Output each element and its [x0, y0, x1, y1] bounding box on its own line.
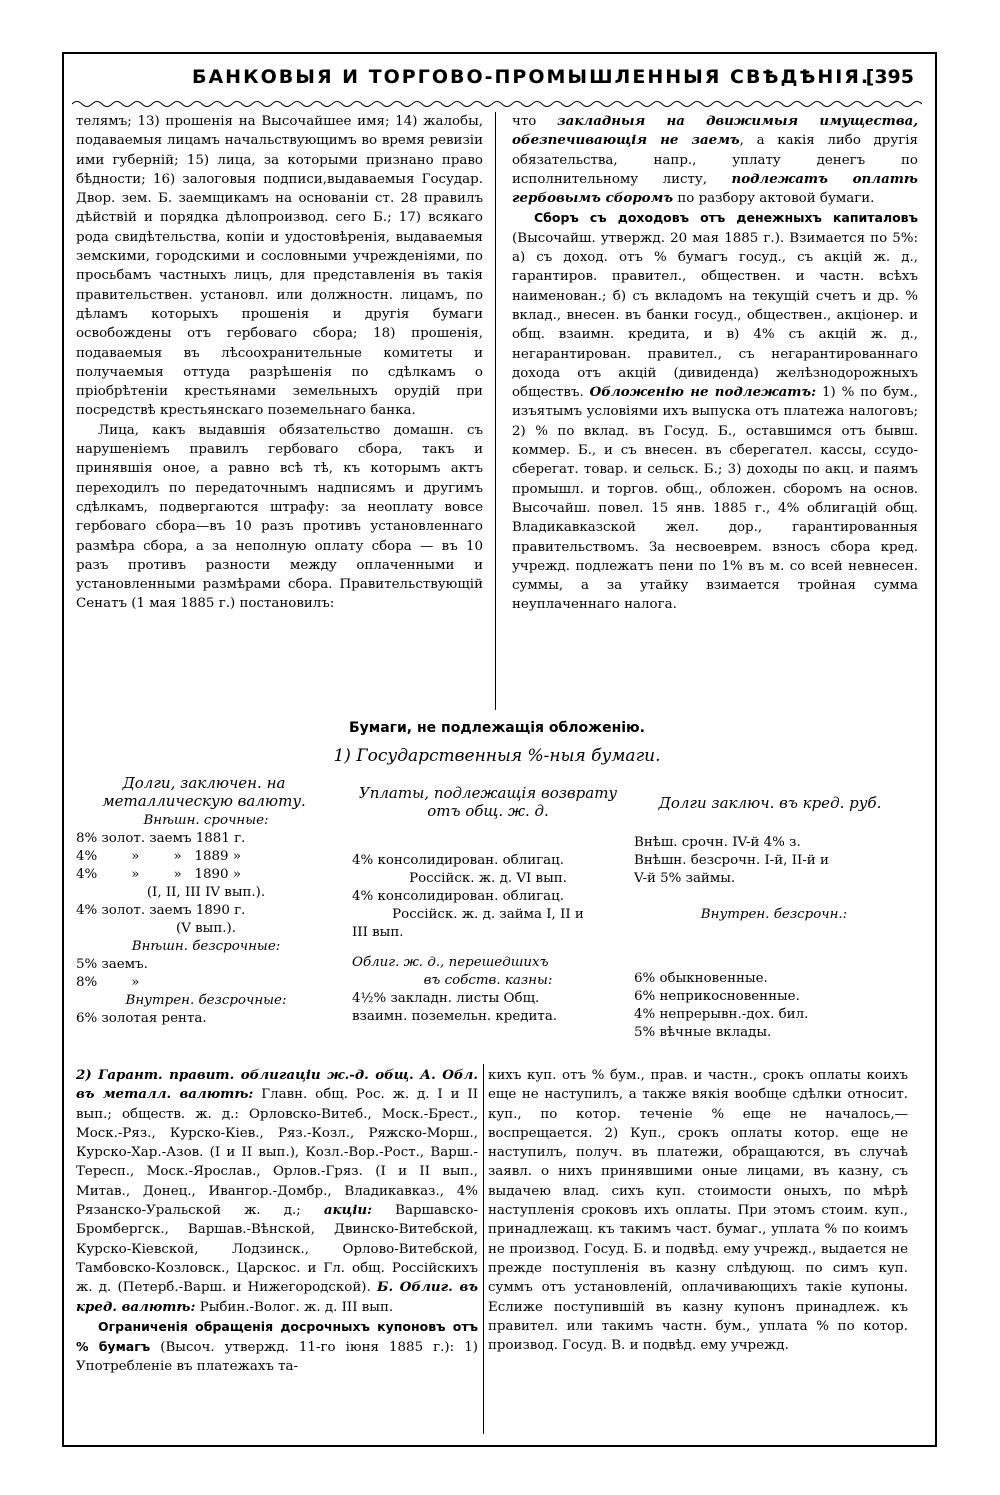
- table-header-col1: Долги, заключен. на металлическую валюту.: [102, 774, 306, 810]
- paragraph: Лица, какъ выдавшія обязательство домашн. съ нарушеніемъ правилъ гербоваго сбора, такъ и принявшія оное, а равно всѣ тѣ, къ которымъ актъ переходилъ по передаточнымъ надписямъ и другимъ сдѣлкамъ, подвергаются штрафу: за неоплату вовсе гербоваго сбора—въ 10 разъ противъ установленнаго размѣра сбора, а за неполную оплату сбора — въ 10 разъ противъ разности между оплаченными и установленными размѣрами сбора. Правительствующій Сенатъ (1 мая 1885 г.) постановилъ:: [76, 422, 483, 612]
- table-cell: III вып.: [352, 925, 404, 940]
- table-cell: Россійск. ж. д. займа I, II и: [392, 907, 584, 922]
- section-title: Бумаги, не подлежащія обложенію.: [348, 720, 645, 736]
- table-cell: 4% золот. заемъ 1890 г.: [76, 903, 246, 918]
- table-cell: Внутрен. безсрочн.:: [700, 907, 848, 922]
- table-cell: Внѣшн. срочные:: [143, 813, 269, 828]
- table-cell: Россійск. ж. д. VI вып.: [409, 871, 567, 886]
- table-cell: V-й 5% займы.: [634, 871, 736, 886]
- page-number: [395: [865, 66, 914, 88]
- paragraph: Ограниченія обращенія досрочныхъ купоновъ отъ % бумагъ (Высоч. утвержд. 11-го іюня 1885 г.): 1) Употребленіе въ платежахъ та-: [76, 1318, 478, 1375]
- table-header-col3: Долги заключ. въ кред. руб.: [658, 794, 882, 812]
- table-cell: 4½% закладн. листы Общ.: [352, 991, 540, 1006]
- table-cell: (I, II, III IV вып.).: [146, 885, 266, 900]
- table-cell: Внѣшн. безсрочн. I-й, II-й и: [634, 853, 829, 868]
- table-cell: 6% золотая рента.: [76, 1011, 207, 1026]
- table-col2: [352, 852, 624, 1026]
- column-divider-top: [495, 112, 496, 710]
- table-cell: 4% » » 1889 »: [76, 849, 242, 864]
- table-col1: [76, 812, 336, 1028]
- table-cell: 5% вѣчные вклады.: [634, 1025, 772, 1040]
- table-cell: (V вып.).: [175, 921, 236, 936]
- paragraph: что закладныя на движимыя имущества, обезпечивающія не заемъ, а какія либо другія обязательства, напр., уплату денегъ по исполнительному листу, подлежатъ оплатѣ гербовымъ сборомъ по разбору актовой бумаги.: [512, 113, 919, 207]
- table-cell: 4% консолидирован. облигац.: [352, 853, 565, 868]
- running-header: [72, 62, 932, 96]
- section-subtitle: 1) Государственныя %-ныя бумаги.: [333, 746, 661, 766]
- paragraph: 2) Гарант. правит. облигаціи ж.-д. общ. А. Обл. въ металл. валютѣ: Главн. общ. Рос. ж. д. I и II вып.; обществ. ж. д.: Орловско-Витеб., Моск.-Брест., Моск.-Ряз., Курско-Кіев., Ряз.-Козл., Ряжско-Морш., Курско-Хар.-Азов. (I и II вып.), Козл.-Вор.-Рост., Варш.-Тересп., Моск.-Ярослав., Орлов.-Гряз. (I и II вып., Митав., Донец., Ивангор.-Домбр., Владикавказ., 4% Рязанско-Уральской ж. д.; акціи: Варшавско-Бромбергск., Варшав.-Вѣнской, Двинско-Витебской, Курско-Кіевской, Лодзинск., Орлово-Витебской, Тамбовско-Козловск., Царскос. и Гл. общ. Россійскихъ ж. д. (Петерб.-Варш. и Нижегородской). Б. Облиг. въ кред. валютѣ: Рыбин.-Волог. ж. д. III вып.: [76, 1067, 478, 1315]
- table-cell: въ собств. казны:: [423, 973, 553, 988]
- paragraph: кихъ куп. отъ % бум., прав. и частн., срокъ оплаты коихъ еще не наступилъ, а также вякія вообще сдѣлки относит. куп., по котор. теченіе % еще не началось,—воспрещается. 2) Куп., срокъ оплаты котор. еще не наступилъ, получ. въ платежи, обращаются, въ случаѣ заявл. о нихъ принявшими оные лицами, въ казну, съ выдачею влад. сихъ куп. стоимости оныхъ, по мѣрѣ наступленія сроковъ ихъ оплаты. При этомъ стоим. куп., принадлежащ. къ такимъ част. бумаг., уплата % по коимъ не производ. Госуд. Б. и подвѣд. ему учрежд., выдается не прежде поступленія въ казну слѣдующ. по симъ куп. суммъ отъ установленій, оплачивающихъ такіе купоны. Еслиже поступившій въ казну купонъ принадлеж. къ правител. или такимъ частн. бум., уплата % по котор. производ. Госуд. В. и подвѣд. ему учрежд.: [488, 1068, 908, 1354]
- table-cell: 4% » » 1890 »: [76, 867, 242, 882]
- table-cell: 5% заемъ.: [76, 957, 148, 972]
- column-divider-bottom: [483, 1064, 484, 1434]
- table-cell: Внутрен. безсрочные:: [125, 993, 287, 1008]
- table-cell: Облиг. ж. д., перешедшихъ: [352, 955, 549, 970]
- table-cell: взаимн. поземельн. кредита.: [352, 1009, 558, 1024]
- wavy-rule: [72, 98, 922, 110]
- table-cell: 8% золот. заемъ 1881 г.: [76, 831, 246, 846]
- left-column-bottom: [76, 1066, 478, 1377]
- table-cell: Внѣшн. безсрочные:: [131, 939, 281, 954]
- header-title: БАНКОВЫЯ И ТОРГОВО-ПРОМЫШЛЕННЫЯ СВѢДѢНIЯ.: [192, 66, 871, 88]
- paragraph: телямъ; 13) прошенія на Высочайшее имя; 14) жалобы, подаваемыя лицамъ начальствующимъ во время ревизіи ими губерній; 15) лица, за которыми признано право бѣдности; 16) залоговыя подписи,выдаваемыя Государ. Двор. зем. Б. заемщикамъ на основаніи ст. 28 правилъ дѣйствій и порядка дѣлопроизвод. сего Б.; 17) всякаго рода свидѣтельства, копіи и удостовѣренія, выдаваемыя земскими, городскими и сословными учрежденіями, по просьбамъ частныхъ лицъ, для представленія въ такія правительствен. установл. или должностн. лицамъ, по дѣламъ которыхъ прошенія и другія бумаги освобождены отъ гербоваго сбора; 18) прошенія, подаваемыя въ лѣсоохранительные комитеты и получаемыя оттуда разрѣшенія по сдѣлкамъ о пріобрѣтеніи крестьянами земельныхъ орудій при посредствѣ крестьянскаго поземельнаго банка.: [76, 114, 483, 419]
- table-cell: 4% консолидирован. облигац.: [352, 889, 565, 904]
- table-cell: Внѣш. срочн. IV-й 4% з.: [634, 835, 801, 850]
- table-cell: 4% непрерывн.-дох. бил.: [634, 1007, 809, 1022]
- table-cell: 6% неприкосновенные.: [634, 989, 800, 1004]
- paragraph: Сборъ съ доходовъ отъ денежныхъ капиталовъ (Высочайш. утвержд. 20 мая 1885 г.). Взимается по 5%: а) съ доход. отъ % бумагъ госуд., съ акцій ж. д., гарантиров. правител., обществен. и частн. всѣхъ наименован.; б) съ вкладомъ на текущій счетъ и др. % вклад., внесен. въ банки госуд., обществен., акціонер. и общ. взаимн. кредита, и в) 4% съ акцій ж. д., негарантирован. правител., съ негарантированнаго дохода отъ акцій (дивиденда) желѣзнодорожныхъ обществъ. Обложенію не подлежатъ: 1) % по бум., изъятымъ условіями ихъ выпуска отъ платежа налоговъ; 2) % по вклад. въ Госуд. Б., оставшимся отъ бывш. коммер. Б., и съ внесен. въ сберегател. кассы, ссудо-сберегат. товар. и сельск. Б.; 3) доходы по акц. и паямъ промышл. и торгов. общ., обложен. сборомъ на основ. Высочайш. повел. 15 янв. 1885 г., 4% облигацій общ. Владикавказской жел. дор., гарантированныя правительствомъ. За несвоеврем. взносъ сбора кред. учрежд. подлежатъ пени по 1% въ м. со всей невнесен. суммы, а за утайку взимается тройная сумма неуплаченнаго налога.: [512, 210, 918, 613]
- table-header-col2: Уплаты, подлежащія возврату отъ общ. ж. д.: [358, 784, 618, 820]
- right-column-top: [512, 112, 918, 615]
- right-column-bottom: [488, 1066, 908, 1355]
- left-column-top: [76, 112, 483, 614]
- table-cell: 8% »: [76, 975, 140, 990]
- table-cell: 6% обыкновенные.: [634, 971, 768, 986]
- table-col3: [634, 834, 914, 1042]
